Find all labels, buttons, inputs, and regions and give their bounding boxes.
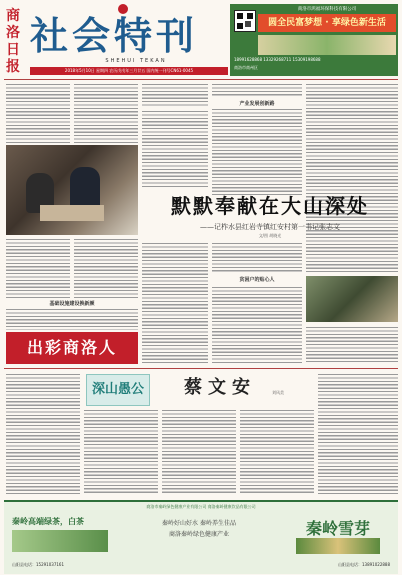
article-text-col6 [306,83,398,273]
bottom-text-col3 [162,409,236,495]
feature-photo [6,145,138,235]
subhead-infrastructure: 基础设施建设换新颜 [49,301,95,307]
article-text-col12 [212,286,302,364]
ad-address: 商洛市商州区 [234,65,258,70]
subhead-poor-households: 贫困户的贴心人 [239,277,275,283]
ad-qr-icon [234,10,256,32]
masthead-divider [4,79,398,80]
ad-company: 商洛市鸿福环保科技有限公司 [297,7,357,12]
article-text-col1 [6,83,70,143]
bottom-text-col1 [6,373,80,495]
subhead-industry: 产业发展创新路 [239,101,275,107]
bottom-text-col5 [318,373,398,495]
bottom-byline: 刘风美 [272,390,284,395]
footer-ad-phone-left: 山阳县电话：15291037161 [12,562,64,567]
bottom-text-col4 [240,409,314,495]
article-text-col2 [74,83,138,143]
article-text-col9 [6,308,138,330]
feature-subhead: ——记柞水县红岩寺镇红安村第一书记张志文 [200,223,340,231]
feature-byline: 文/图 胡晓光 [258,233,282,238]
footer-ad-line1: 秦岭好山好水 秦岭养生佳品 [162,520,236,527]
masthead [0,0,402,78]
emblem-icon [118,4,128,14]
footer-ad-product-image [296,538,380,554]
article-text-col3 [142,83,208,107]
bottom-title-a: 深山愚公 [91,382,144,397]
footer-ad-phone-right: 山阳县电话：13891022888 [338,562,390,567]
masthead-pinyin: SHEHUI TEKAN [105,58,167,64]
column-label-text: 出彩商洛人 [26,338,117,357]
footer-ad-line2: 商洛秦岭绿色健康产业 [168,531,229,538]
ad-slogan: 圆全民富梦想 · 享绿色新生活 [258,14,396,32]
article-text-col8 [74,238,138,298]
column-label [6,332,138,364]
article-text-col7 [6,238,70,298]
info-bar: 2018年5月10日 星期四 农历戊戌年三月廿五 国内统一刊号CN61-0045 [30,67,228,75]
footer-ad [4,500,398,574]
footer-ad-left-name: 秦岭高端绿茶，白茶 [12,517,84,526]
footer-ad-image [12,530,108,552]
article-text-col4 [212,83,302,97]
ad-photo [258,35,396,55]
bottom-text-col2 [84,409,158,495]
article-text-col11 [212,242,302,272]
feature-headline: 默默奉献在大山深处 [171,194,369,218]
footer-ad-topline: 商洛市秦岭绿色健康产业有限公司 商洛秦岭健康饮品有限公司 [146,504,256,509]
inline-photo [306,276,398,322]
footer-ad-brand: 秦岭雪芽 [305,519,370,538]
ad-phone: 18991628868 13329268711 15309198688 [234,57,321,62]
masthead-title: 社会特刊 [30,14,199,58]
article-text-col13 [306,326,398,364]
article-text-col10 [142,242,208,364]
article-text-col3b [142,110,208,188]
article-text-col5 [212,108,302,196]
bottom-title-b: 蔡文安 [184,377,256,398]
section-divider [4,368,398,369]
bottom-title-left [86,374,150,406]
masthead-ad [230,4,398,76]
paper-name-vertical: 商洛日报 [6,8,20,75]
